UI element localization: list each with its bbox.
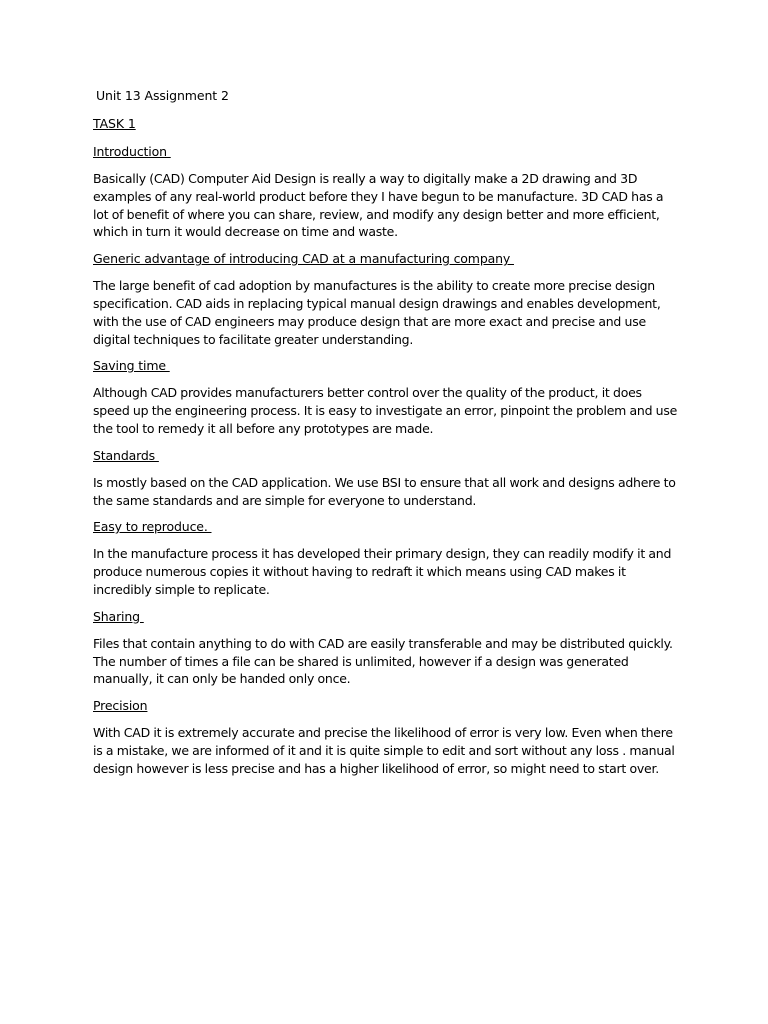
section-heading: Standards [93, 447, 159, 463]
section-easy-to-reproduce [93, 519, 678, 598]
section-sharing [93, 609, 678, 688]
section-paragraph: In the manufacture process it has developed their primary design, they can readily modify it and produce numerous copies it without having to redraft it which means using CAD makes it incredibly simple to replicate. [93, 546, 672, 597]
section-heading: Sharing [93, 608, 144, 624]
section-paragraph: Is mostly based on the CAD application. We use BSI to ensure that all work and designs adhere to the same standards and are simple for everyone to understand. [93, 474, 676, 508]
document-title: Unit 13 Assignment 2 [96, 88, 229, 103]
section-paragraph: Although CAD provides manufacturers better control over the quality of the product, it does speed up the engineering process. It is easy to investigate an error, pinpoint the problem and use the tool to remedy it all before any prototypes are made. [93, 385, 678, 436]
section-paragraph: Basically (CAD) Computer Aid Design is really a way to digitally make a 2D drawing and 3D examples of any real-world product before they I have begun to be manufacture. 3D CAD has a lot of benefit of where you can share, review, and modify any design better and more efficient, which in turn it would decrease on time and waste. [93, 171, 664, 240]
section-paragraph: Files that contain anything to do with CAD are easily transferable and may be distributed quickly. The number of times a file can be shared is unlimited, however if a design was generated manually, it can only be handed only once. [93, 635, 673, 687]
section-heading: Easy to reproduce. [93, 519, 212, 535]
section-precision [93, 698, 678, 777]
section-standards [93, 448, 678, 510]
section-heading: Introduction [93, 144, 171, 159]
section-paragraph: The large benefit of cad adoption by manufactures is the ability to create more precise design specification. CAD aids in replacing typical manual design drawings and enables development, with the use of CAD engineers may produce design that are more exact and precise and use digital techniques to facilitate greater understanding. [93, 278, 661, 347]
section-introduction [93, 144, 678, 241]
section-generic-advantage [93, 251, 678, 348]
task-heading: TASK 1 [93, 116, 136, 131]
section-paragraph: With CAD it is extremely accurate and precise the likelihood of error is very low. Even when there is a mistake, we are informed of it and it is quite simple to edit and sort without any loss . manual design however is less precise and has a higher likelihood of error, so might need to start over. [93, 725, 675, 776]
section-saving-time [93, 358, 678, 437]
section-heading: Precision [93, 698, 148, 714]
section-heading: Generic advantage of introducing CAD at a manufacturing company [93, 251, 514, 267]
section-heading: Saving time [93, 358, 170, 374]
